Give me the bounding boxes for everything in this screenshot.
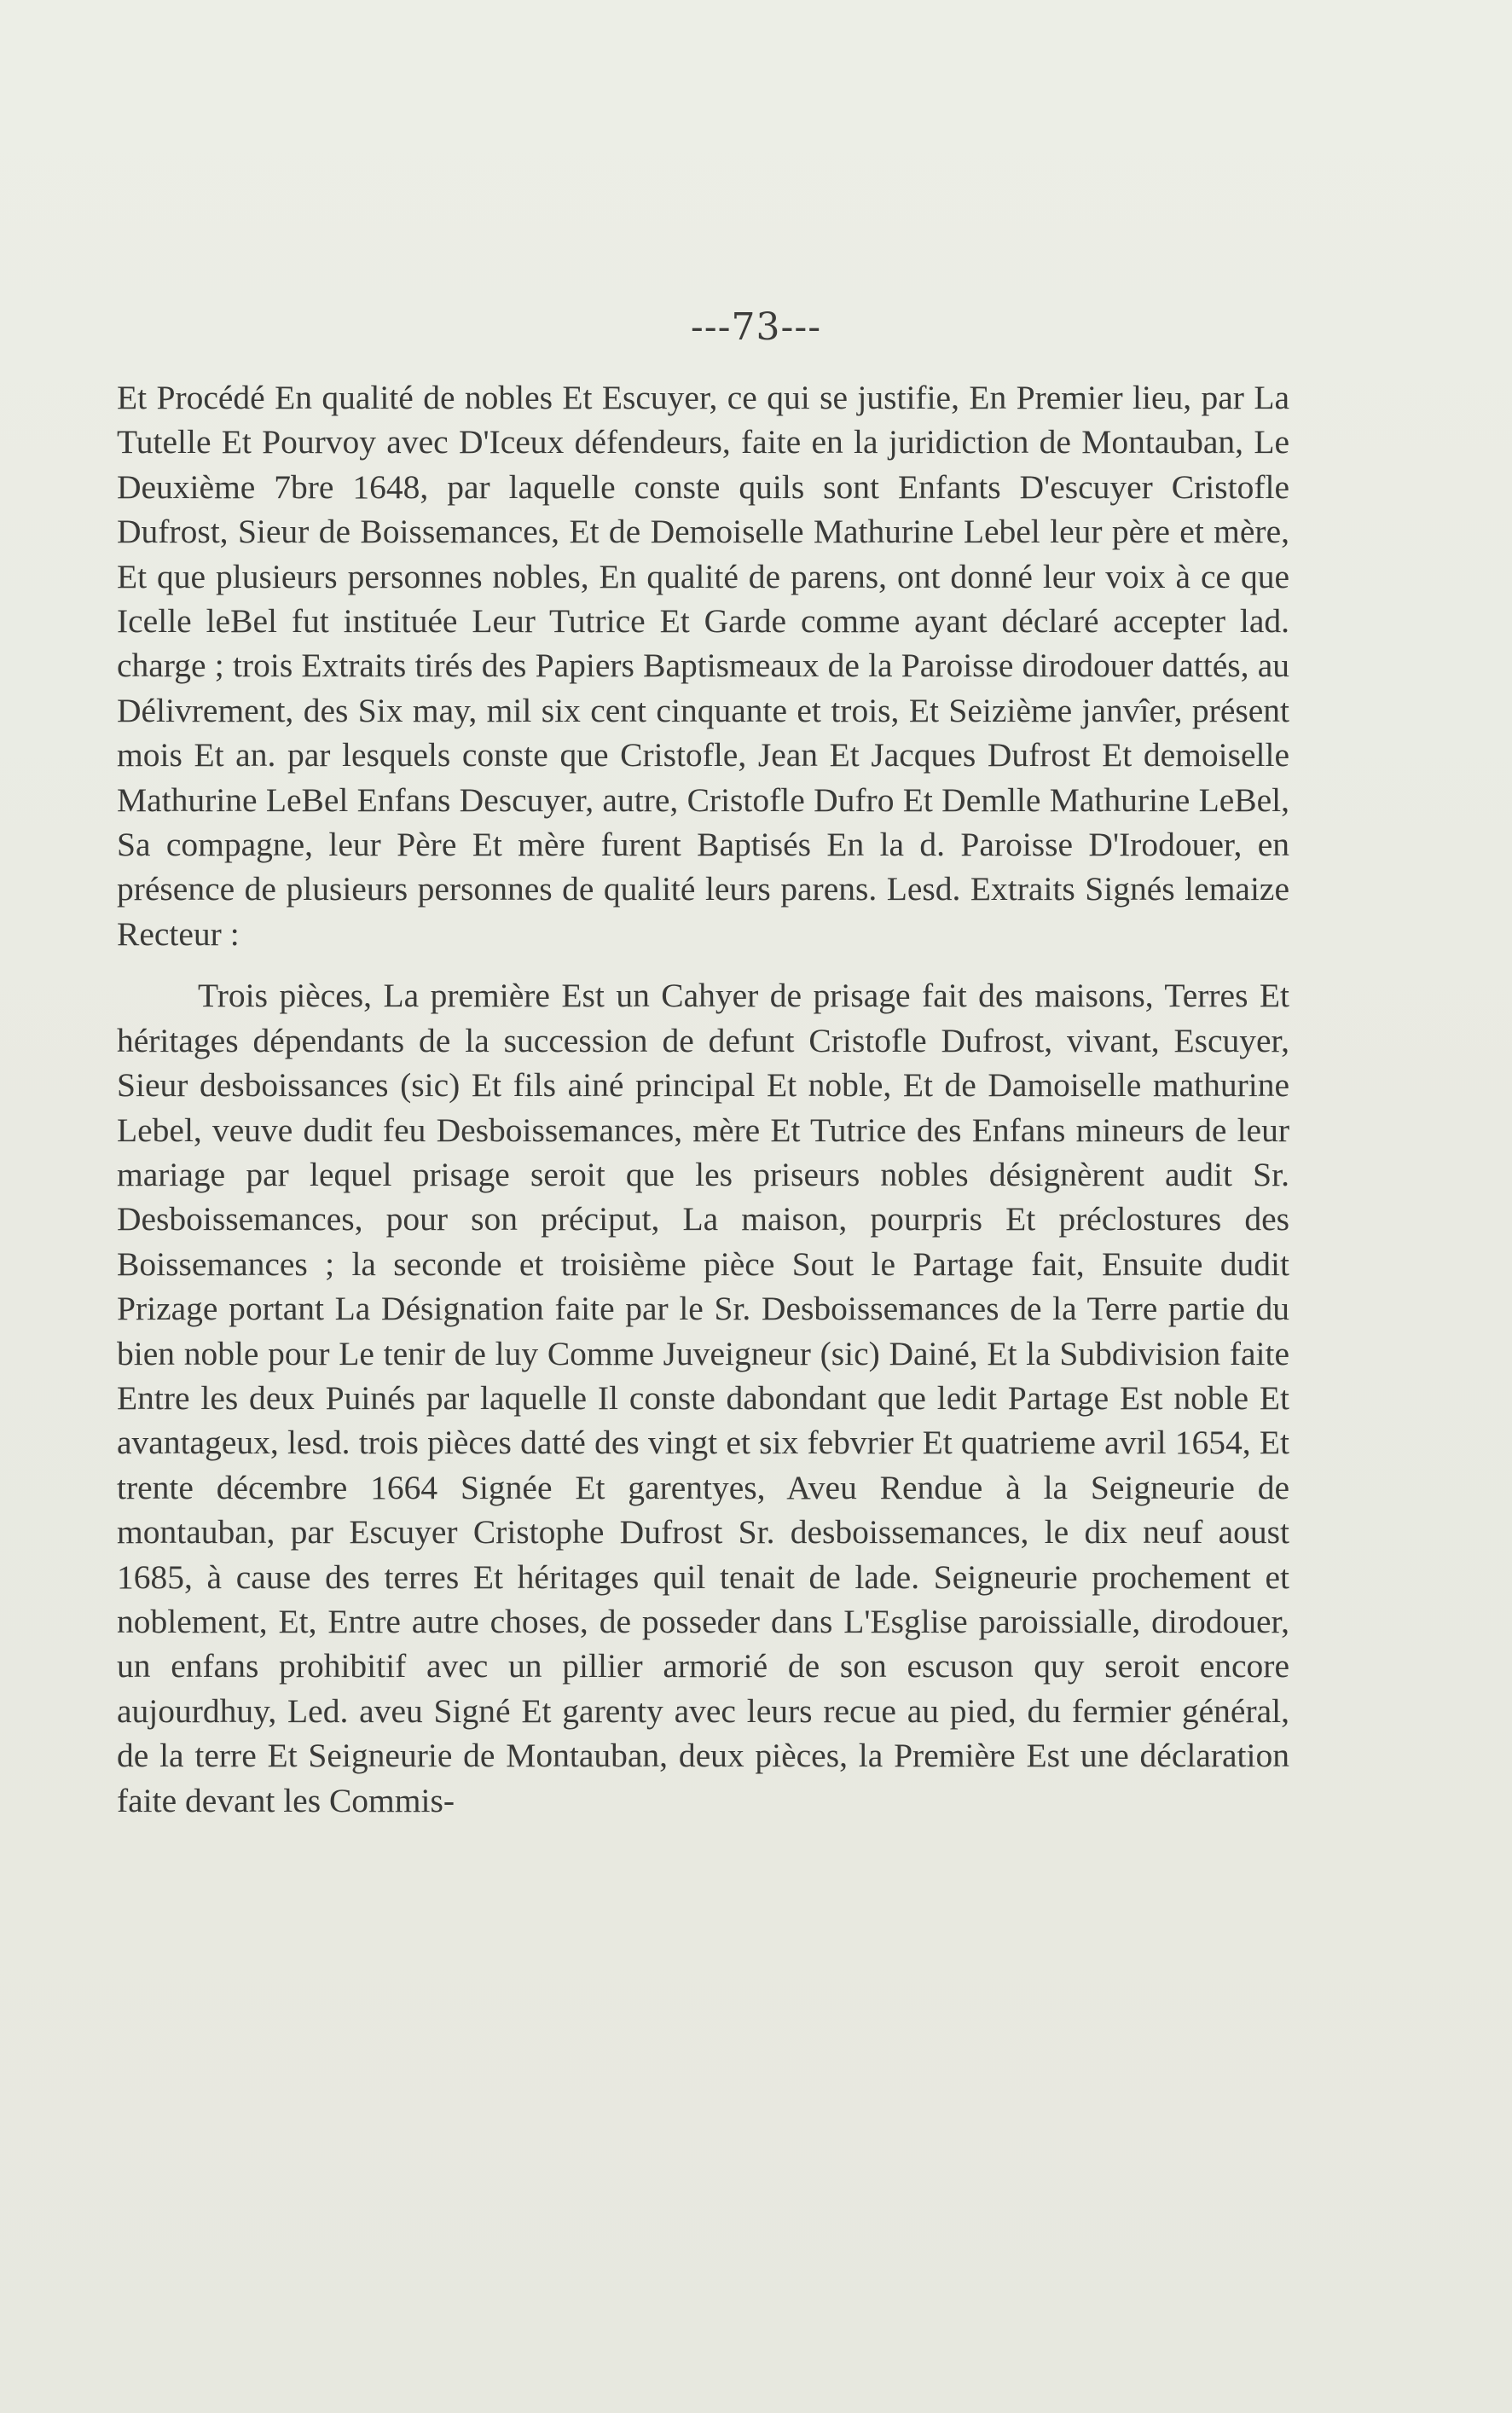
paragraph-1: Et Procédé En qualité de nobles Et Escuyer, ce qui se justifie, En Premier lieu, par La Tutelle Et Pourvoy avec D'Iceux défendeurs, faite en la juridiction de Montauban, Le Deuxième 7bre 1648, par laquelle conste quils sont Enfants D'escuyer Cristofle Dufrost, Sieur de Boissemances, Et de Demoiselle Mathurine Lebel leur père et mère, Et que plusieurs personnes nobles, En qualité de parens, ont donné leur voix à ce que Icelle leBel fut instituée Leur Tutrice Et Garde comme ayant déclaré accepter lad. charge ; trois Extraits tirés des Papiers Baptismeaux de la Paroisse dirodouer dattés, au Délivrement, des Six may, mil six cent cinquante et trois, Et Seizième janvîer, présent mois Et an. par lesquels conste que Cristofle, Jean Et Jacques Dufrost Et demoiselle Mathurine LeBel Enfans Descuyer, autre, Cristofle Dufro Et Demlle Mathurine LeBel, Sa compagne, leur Père Et mère furent Baptisés En la d. Paroisse D'Irodouer, en présence de plusieurs personnes de qualité leurs parens. Lesd. Extraits Signés lemaize Recteur : (117, 379, 1289, 953)
page-number: ---73--- (690, 305, 822, 349)
paragraph-2: Trois pièces, La première Est un Cahyer de prisage fait des maisons, Terres Et héritages dépendants de la succession de defunt Cristofle Dufrost, vivant, Escuyer, Sieur desboissances (sic) Et fils ainé principal Et noble, Et de Damoiselle mathurine Lebel, veuve dudit feu Desboissemances, mère Et Tutrice des Enfans mineurs de leur mariage par lequel prisage seroit que les priseurs nobles désignèrent audit Sr. Desboissemances, pour son préciput, La maison, pourpris Et préclostures des Boissemances ; la seconde et troisième pièce Sout le Partage fait, Ensuite dudit Prizage portant La Désignation faite par le Sr. Desboissemances de la Terre partie du bien noble pour Le tenir de luy Comme Juveigneur (sic) Dainé, Et la Subdivision faite Entre les deux Puinés par laquelle Il conste dabondant que ledit Partage Est noble Et avantageux, lesd. trois pièces datté des vingt et six febvrier Et quatrieme avril 1654, Et trente décembre 1664 Signée Et garentyes, Aveu Rendue à la Seigneurie de montauban, par Escuyer Cristophe Dufrost Sr. desboissemances, le dix neuf aoust 1685, à cause des terres Et héritages quil tenait de lade. Seigneurie prochement et noblement, Et, Entre autre choses, de posseder dans L'Esglise paroissialle, dirodouer, un enfans prohibitif avec un pillier armorié de son escuson quy seroit encore aujourdhuy, Led. aveu Signé Et garenty avec leurs recue au pied, du fermier général, de la terre Et Seigneurie de Montauban, deux pièces, la Première Est une déclaration faite devant les Commis- (117, 977, 1289, 1819)
body-text (117, 375, 1289, 1823)
